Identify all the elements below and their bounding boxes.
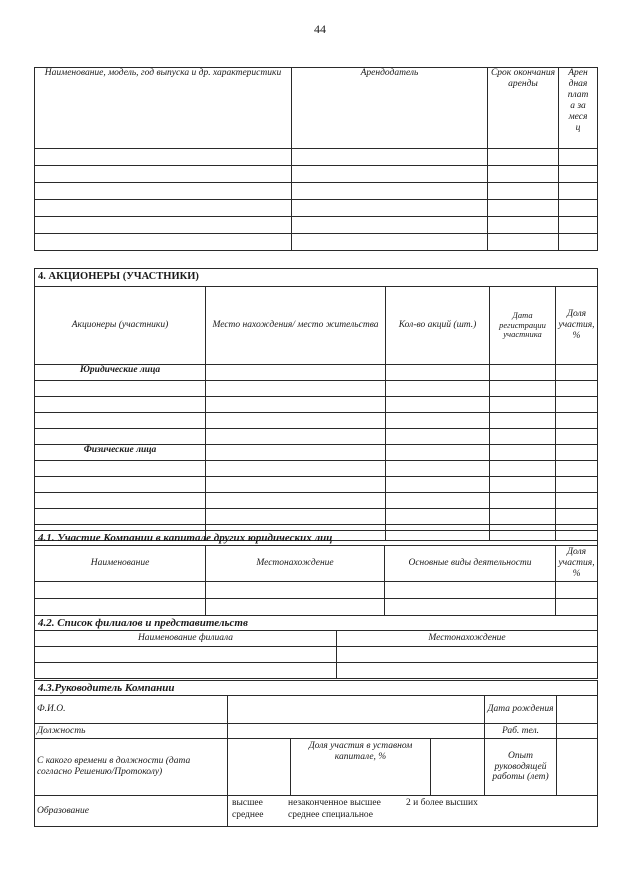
share-label: Доля участия в уставном капитале, % bbox=[291, 739, 431, 796]
share-field[interactable] bbox=[431, 739, 485, 796]
col-header-lease-end: Срок окончания аренды bbox=[488, 68, 559, 149]
head-title: 4.3.Руководитель Компании bbox=[35, 681, 598, 696]
table-cell[interactable] bbox=[35, 461, 206, 477]
table-cell[interactable] bbox=[206, 599, 385, 616]
edu-option-higher[interactable]: высшее bbox=[232, 798, 263, 808]
experience-field[interactable] bbox=[557, 739, 598, 796]
table-cell[interactable] bbox=[386, 413, 490, 429]
table-cell[interactable] bbox=[292, 217, 488, 234]
fio-field[interactable] bbox=[228, 696, 485, 724]
col-header-monthly-rent bbox=[559, 68, 598, 149]
edu-option-incomplete-higher[interactable]: незаконченное высшее bbox=[288, 798, 381, 808]
table-cell[interactable] bbox=[206, 461, 386, 477]
table-cell[interactable] bbox=[488, 200, 559, 217]
table-cell[interactable] bbox=[206, 509, 386, 525]
table-cell[interactable] bbox=[206, 381, 386, 397]
col-header-name: Наименование bbox=[35, 546, 206, 582]
title-spacer bbox=[556, 531, 598, 546]
table-cell[interactable] bbox=[337, 647, 598, 663]
table-cell[interactable] bbox=[35, 166, 292, 183]
table-cell[interactable] bbox=[556, 582, 598, 599]
table-cell[interactable] bbox=[35, 663, 337, 679]
table-cell[interactable] bbox=[490, 397, 556, 413]
rent-line: ц bbox=[575, 122, 581, 133]
table-cell[interactable] bbox=[490, 461, 556, 477]
table-cell[interactable] bbox=[556, 445, 598, 461]
rent-line: а за bbox=[570, 100, 586, 111]
table-cell[interactable] bbox=[206, 429, 386, 445]
col-header-shares-count: Кол-во акций (шт.) bbox=[386, 287, 490, 365]
individuals-label: Физические лица bbox=[35, 445, 206, 461]
branches-title: 4.2. Список филиалов и представительств bbox=[35, 616, 598, 631]
table-cell[interactable] bbox=[559, 149, 598, 166]
table-cell[interactable] bbox=[386, 429, 490, 445]
table-cell[interactable] bbox=[292, 149, 488, 166]
table-cell[interactable] bbox=[559, 200, 598, 217]
table-cell[interactable] bbox=[559, 183, 598, 200]
table-cell[interactable] bbox=[556, 381, 598, 397]
education-label: Образование bbox=[35, 796, 228, 827]
table-cell[interactable] bbox=[35, 200, 292, 217]
table-cell[interactable] bbox=[386, 493, 490, 509]
rent-line: Арен bbox=[568, 68, 588, 78]
shareholders-table bbox=[34, 268, 598, 541]
table-cell[interactable] bbox=[556, 461, 598, 477]
table-cell[interactable] bbox=[35, 493, 206, 509]
col-header-share-percent: Доля участия, % bbox=[556, 546, 598, 582]
table-cell[interactable] bbox=[556, 413, 598, 429]
table-cell[interactable] bbox=[490, 413, 556, 429]
table-cell[interactable] bbox=[206, 477, 386, 493]
table-cell[interactable] bbox=[35, 149, 292, 166]
branches-table bbox=[34, 615, 598, 679]
rent-table bbox=[34, 67, 598, 251]
table-cell[interactable] bbox=[35, 183, 292, 200]
table-cell[interactable] bbox=[488, 234, 559, 251]
table-cell[interactable] bbox=[490, 509, 556, 525]
table-cell[interactable] bbox=[292, 166, 488, 183]
education-options bbox=[228, 796, 598, 827]
birth-date-field[interactable] bbox=[557, 696, 598, 724]
table-cell[interactable] bbox=[292, 200, 488, 217]
table-cell[interactable] bbox=[35, 397, 206, 413]
table-cell[interactable] bbox=[292, 183, 488, 200]
table-cell[interactable] bbox=[386, 397, 490, 413]
table-cell[interactable] bbox=[35, 413, 206, 429]
table-cell[interactable] bbox=[206, 413, 386, 429]
table-cell[interactable] bbox=[490, 445, 556, 461]
table-cell[interactable] bbox=[559, 166, 598, 183]
table-cell[interactable] bbox=[559, 217, 598, 234]
participation-title: 4.1. Участие Компании в капитале других юридических лиц bbox=[35, 531, 556, 546]
col-header-location: Местонахождение bbox=[337, 631, 598, 647]
since-label: С какого времени в должности (дата согласно Решению/Протоколу) bbox=[35, 739, 228, 796]
col-header-location: Место нахождения/ место жительства bbox=[206, 287, 386, 365]
col-header-shareholders: Акционеры (участники) bbox=[35, 287, 206, 365]
table-cell[interactable] bbox=[490, 493, 556, 509]
participation-table bbox=[34, 530, 598, 616]
table-cell[interactable] bbox=[490, 429, 556, 445]
table-cell[interactable] bbox=[556, 429, 598, 445]
col-header-share-percent: Доля участия, % bbox=[556, 287, 598, 365]
table-cell[interactable] bbox=[556, 599, 598, 616]
page-number: 44 bbox=[314, 22, 326, 36]
table-cell[interactable] bbox=[488, 217, 559, 234]
table-cell[interactable] bbox=[386, 365, 490, 381]
table-cell[interactable] bbox=[386, 477, 490, 493]
table-cell[interactable] bbox=[337, 663, 598, 679]
table-cell[interactable] bbox=[488, 183, 559, 200]
table-cell[interactable] bbox=[35, 381, 206, 397]
col-header-lessor: Арендодатель bbox=[292, 68, 488, 149]
table-cell[interactable] bbox=[35, 509, 206, 525]
table-cell[interactable] bbox=[292, 234, 488, 251]
edu-option-secondary[interactable]: среднее bbox=[232, 810, 264, 820]
table-cell[interactable] bbox=[556, 365, 598, 381]
table-cell[interactable] bbox=[559, 234, 598, 251]
table-cell[interactable] bbox=[35, 582, 206, 599]
table-cell[interactable] bbox=[35, 429, 206, 445]
table-cell[interactable] bbox=[35, 217, 292, 234]
rent-line: меся bbox=[568, 111, 588, 122]
head-table bbox=[34, 680, 598, 827]
table-cell[interactable] bbox=[206, 397, 386, 413]
table-cell[interactable] bbox=[556, 493, 598, 509]
birth-date-label: Дата рождения bbox=[485, 696, 557, 724]
col-header-registration-date: Дата регистрации участника bbox=[490, 287, 556, 365]
table-cell[interactable] bbox=[386, 445, 490, 461]
table-cell[interactable] bbox=[556, 509, 598, 525]
position-field[interactable] bbox=[228, 724, 485, 739]
since-field[interactable] bbox=[228, 739, 291, 796]
table-cell[interactable] bbox=[35, 234, 292, 251]
edu-option-secondary-special[interactable]: среднее специальное bbox=[288, 810, 374, 820]
table-cell[interactable] bbox=[206, 365, 386, 381]
legal-entities-label: Юридические лица bbox=[35, 365, 206, 381]
shareholders-title: 4. АКЦИОНЕРЫ (УЧАСТНИКИ) bbox=[35, 269, 598, 287]
position-label: Должность bbox=[35, 724, 228, 739]
table-cell[interactable] bbox=[206, 445, 386, 461]
col-header-location: Местонахождение bbox=[206, 546, 385, 582]
table-cell[interactable] bbox=[35, 477, 206, 493]
table-cell[interactable] bbox=[488, 149, 559, 166]
table-cell[interactable] bbox=[556, 397, 598, 413]
rent-line: плат bbox=[567, 89, 589, 100]
table-cell[interactable] bbox=[35, 599, 206, 616]
table-cell[interactable] bbox=[35, 647, 337, 663]
experience-label: Опыт руководящей работы (лет) bbox=[485, 739, 557, 796]
table-cell[interactable] bbox=[206, 493, 386, 509]
fio-label: Ф.И.О. bbox=[35, 696, 228, 724]
col-header-branch-name: Наименование филиала bbox=[35, 631, 337, 647]
table-cell[interactable] bbox=[490, 365, 556, 381]
col-header-characteristics: Наименование, модель, год выпуска и др. характеристики bbox=[35, 68, 292, 149]
work-phone-label: Раб. тел. bbox=[485, 724, 557, 739]
col-header-activities: Основные виды деятельности bbox=[385, 546, 556, 582]
table-cell[interactable] bbox=[385, 582, 556, 599]
table-cell[interactable] bbox=[490, 381, 556, 397]
table-cell[interactable] bbox=[386, 461, 490, 477]
edu-option-two-higher[interactable]: 2 и более высших bbox=[406, 798, 478, 808]
work-phone-field[interactable] bbox=[557, 724, 598, 739]
table-cell[interactable] bbox=[556, 477, 598, 493]
table-cell[interactable] bbox=[206, 582, 385, 599]
rent-line: дная bbox=[568, 78, 588, 89]
table-cell[interactable] bbox=[490, 477, 556, 493]
table-cell[interactable] bbox=[385, 599, 556, 616]
table-cell[interactable] bbox=[386, 509, 490, 525]
table-cell[interactable] bbox=[386, 381, 490, 397]
table-cell[interactable] bbox=[488, 166, 559, 183]
